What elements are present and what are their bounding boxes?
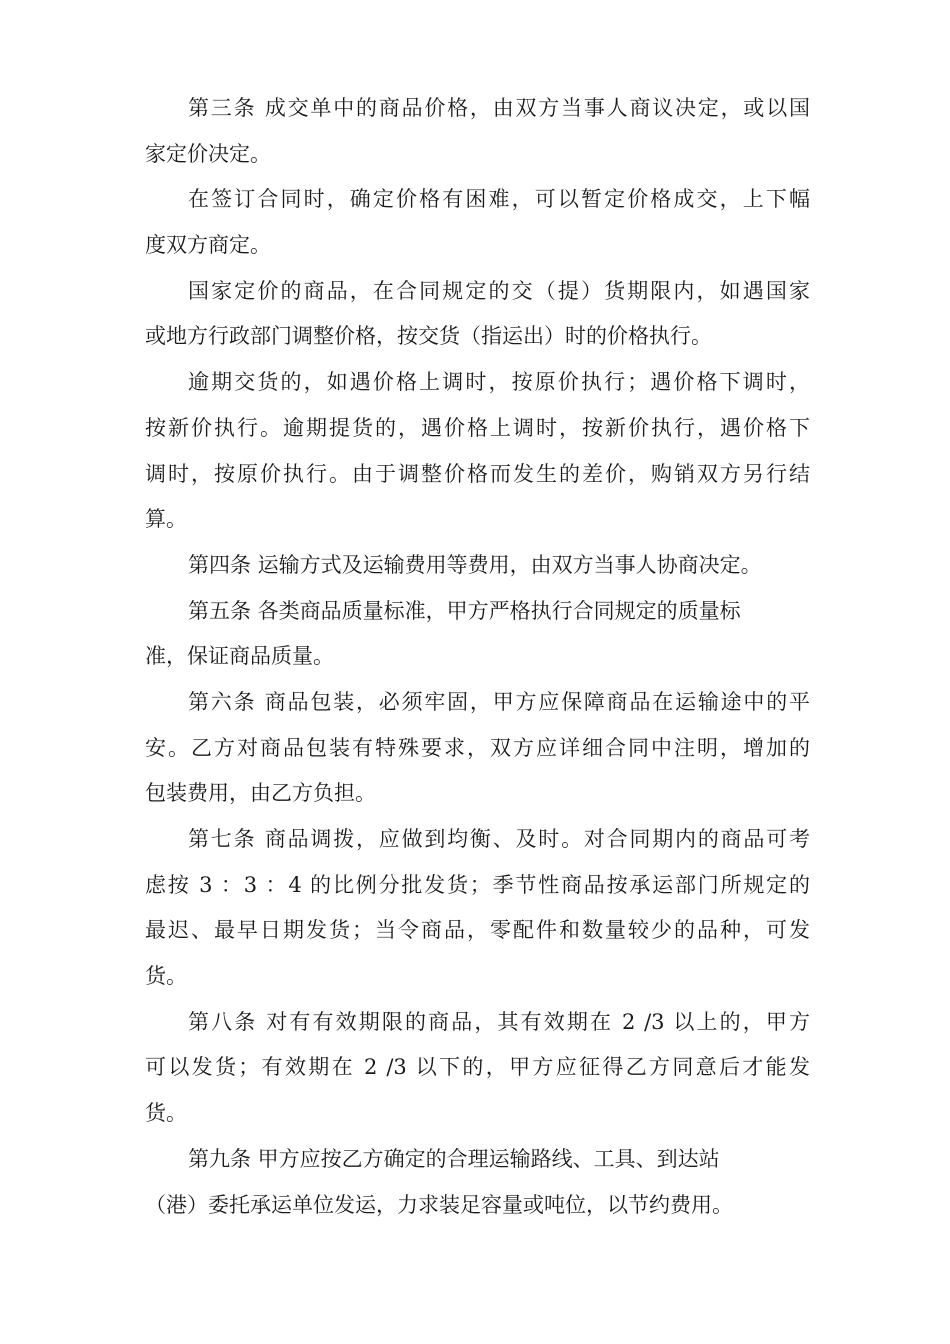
text-line: 第九条 甲方应按乙方确定的合理运输路线、工具、到达站 <box>188 1146 720 1171</box>
text-line: 第七条 商品调拨，应做到均衡、及时。对合同期内的商品可考 <box>188 827 810 851</box>
text-line: 第三条 成交单中的商品价格，由双方当事人商议决定，或以国 <box>188 96 810 120</box>
text-line: 最迟、最早日期发货；当令商品，零配件和数量较少的品种，可发 <box>145 918 810 943</box>
text-line: 在签订合同时，确定价格有困难，可以暂定价格成交，上下幅 <box>188 187 810 212</box>
text-line: 货。 <box>145 964 187 989</box>
text-line: 第五条 各类商品质量标准，甲方严格执行合同规定的质量标 <box>188 598 741 623</box>
text-line: 货。 <box>145 1101 187 1126</box>
text-line: 国家定价的商品，在合同规定的交（提）货期限内，如遇国家 <box>188 278 810 303</box>
text-line: 虑按 3 ：3 ：4 的比例分批发货；季节性商品按承运部门所规定的 <box>145 872 810 897</box>
document-body <box>145 86 810 1228</box>
text-line: 度双方商定。 <box>145 233 271 258</box>
text-line: 算。 <box>145 507 187 532</box>
text-line: 调时，按原价执行。由于调整价格而发生的差价，购销双方另行结 <box>145 461 810 486</box>
text-line: 第四条 运输方式及运输费用等费用，由双方当事人协商决定。 <box>188 552 762 577</box>
text-line: 安。乙方对商品包装有特殊要求，双方应详细合同中注明，增加的 <box>145 735 810 760</box>
text-line: 第六条 商品包装，必须牢固，甲方应保障商品在运输途中的平 <box>188 689 810 714</box>
text-line: 按新价执行。逾期提货的，遇价格上调时，按新价执行，遇价格下 <box>145 415 810 440</box>
text-line: 第八条 对有有效期限的商品，其有效期在 2 /3 以上的，甲方 <box>188 1009 810 1034</box>
text-line: 准，保证商品质量。 <box>145 644 334 669</box>
text-line: （港）委托承运单位发运，力求装足容量或吨位，以节约费用。 <box>145 1192 733 1217</box>
text-line: 家定价决定。 <box>145 141 271 166</box>
text-line: 可以发货；有效期在 2 /3 以下的，甲方应征得乙方同意后才能发 <box>145 1055 810 1080</box>
text-line: 或地方行政部门调整价格，按交货（指运出）时的价格执行。 <box>145 324 712 349</box>
text-line: 包装费用，由乙方负担。 <box>145 781 376 806</box>
text-line: 逾期交货的，如遇价格上调时，按原价执行；遇价格下调时， <box>188 370 810 395</box>
